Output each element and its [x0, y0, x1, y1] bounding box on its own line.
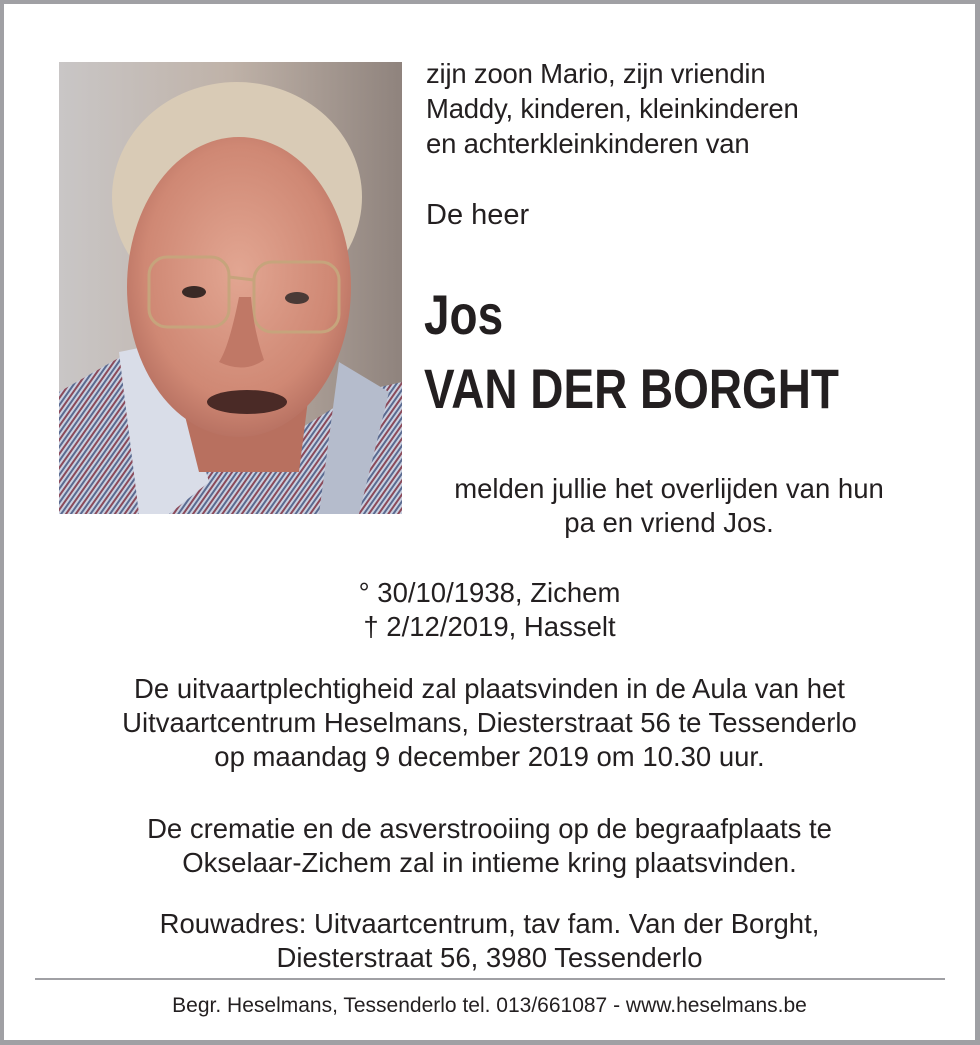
cremation-details [4, 812, 975, 880]
ceremony-details [4, 672, 975, 774]
footer-divider [35, 978, 945, 980]
death-date: † 2/12/2019, Hasselt [363, 611, 616, 642]
address-line: Diesterstraat 56, 3980 Tessenderlo [276, 942, 703, 973]
intro-line: en achterkleinkinderen van [426, 128, 750, 159]
mourning-address [4, 907, 975, 975]
obituary-card [4, 4, 975, 1040]
intro-line: zijn zoon Mario, zijn vriendin [426, 58, 766, 89]
address-line: Rouwadres: Uitvaartcentrum, tav fam. Van der Borght, [159, 908, 820, 939]
funeral-home-footer: Begr. Heselmans, Tessenderlo tel. 013/661087 - www.heselmans.be [172, 994, 807, 1017]
ceremony-line: op maandag 9 december 2019 om 10.30 uur. [214, 741, 765, 772]
cremation-line: Okselaar-Zichem zal in intieme kring plaatsvinden. [182, 847, 797, 878]
cremation-line: De crematie en de asverstrooiing op de begraafplaats te [147, 813, 832, 844]
ceremony-line: De uitvaartplechtigheid zal plaatsvinden in de Aula van het [134, 673, 845, 704]
honorific-title: De heer [426, 199, 530, 231]
deceased-first-name: Jos [424, 283, 504, 346]
life-dates [4, 576, 975, 644]
announcement-line: melden jullie het overlijden van hun [454, 473, 884, 504]
announcement [414, 472, 924, 540]
birth-date: ° 30/10/1938, Zichem [358, 577, 621, 608]
announcement-line: pa en vriend Jos. [564, 507, 774, 538]
portrait-photo [59, 62, 402, 514]
ceremony-line: Uitvaartcentrum Heselmans, Diesterstraat 56 te Tessenderlo [122, 707, 857, 738]
deceased-surname: VAN DER BORGHT [424, 357, 839, 420]
bereaved-family-intro [426, 56, 799, 161]
intro-line: Maddy, kinderen, kleinkinderen [426, 93, 799, 124]
